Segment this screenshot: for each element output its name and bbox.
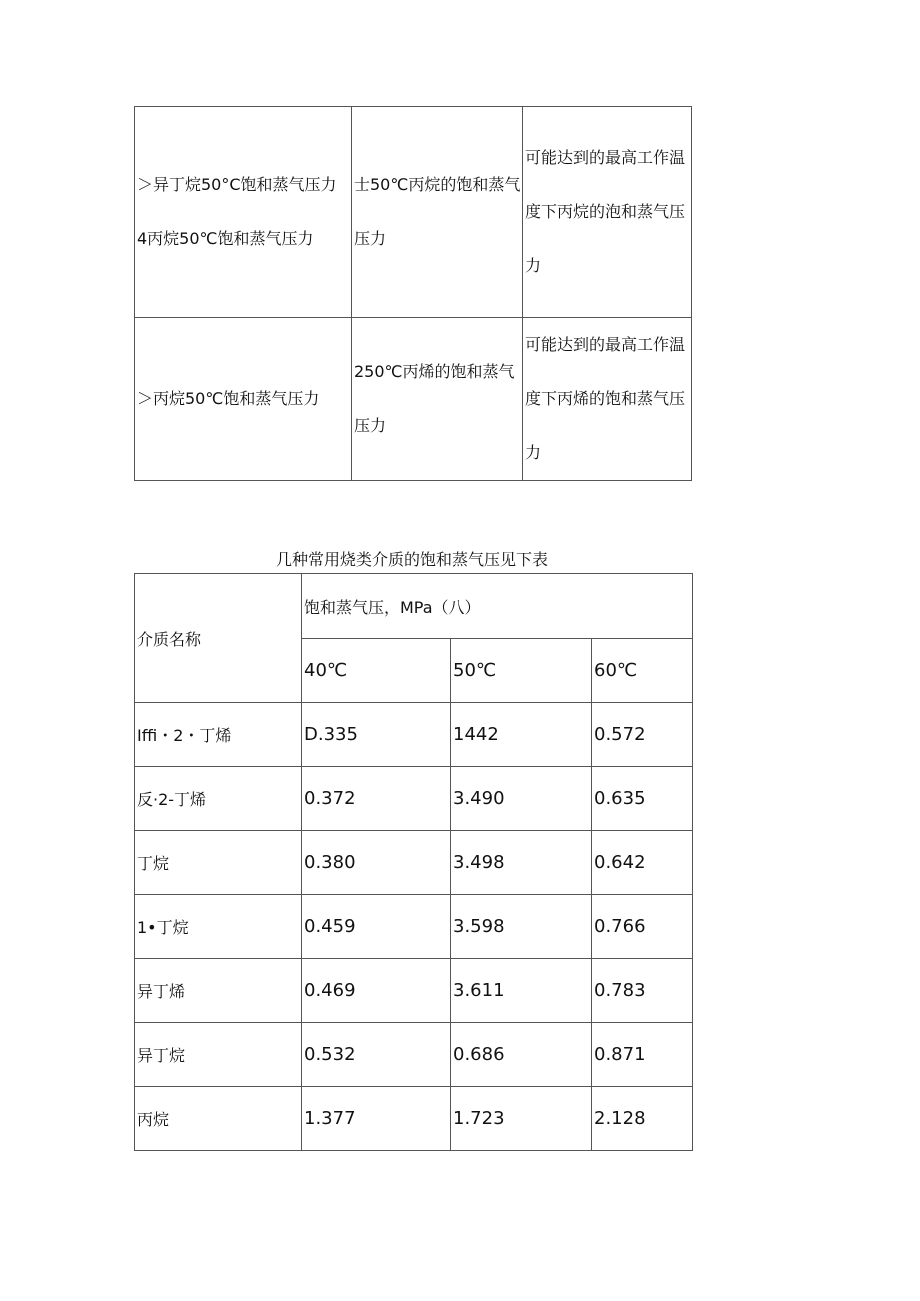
medium-name-cell: 反·2-丁烯	[135, 767, 302, 831]
value-60-cell: 0.635	[592, 767, 693, 831]
medium-name-cell: 丙烷	[135, 1087, 302, 1151]
table-cell	[523, 107, 692, 318]
value-50-cell: 3.498	[451, 831, 592, 895]
value-40-cell: 0.372	[302, 767, 451, 831]
table-cell	[352, 318, 523, 481]
cell-text: 250℃丙烯的饱和蒸气压力	[354, 362, 515, 435]
table-cell	[352, 107, 523, 318]
value-60-cell: 0.766	[592, 895, 693, 959]
table-row	[135, 831, 693, 895]
table-row	[135, 895, 693, 959]
value-50-cell: 1442	[451, 703, 592, 767]
table-caption: 几种常用烧类介质的饱和蒸气压见下表	[275, 550, 548, 569]
cell-text: ＞异丁烷50°C饱和蒸气压力	[137, 175, 337, 194]
table-cell	[135, 107, 352, 318]
medium-name-cell: 丁烷	[135, 831, 302, 895]
value-50-cell: 1.723	[451, 1087, 592, 1151]
value-60-cell: 0.871	[592, 1023, 693, 1087]
table-row	[135, 959, 693, 1023]
header-medium-name: 介质名称	[135, 574, 302, 703]
value-40-cell: 1.377	[302, 1087, 451, 1151]
value-40-cell: 0.459	[302, 895, 451, 959]
table-cell	[523, 318, 692, 481]
table-row	[135, 1087, 693, 1151]
cell-text: 士50℃丙烷的饱和蒸气压力	[354, 175, 521, 248]
value-40-cell: 0.380	[302, 831, 451, 895]
cell-text: 可能达到的最高工作温度下丙烯的饱和蒸气压力	[525, 335, 686, 462]
value-50-cell: 0.686	[451, 1023, 592, 1087]
cell-text: 可能达到的最高工作温度下丙烷的泡和蒸气压力	[525, 148, 686, 275]
table-row	[135, 107, 692, 318]
header-temp-50: 50℃	[451, 639, 592, 703]
value-40-cell: D.335	[302, 703, 451, 767]
cell-text: 4丙烷50℃饱和蒸气压力	[137, 229, 314, 248]
table-row	[135, 1023, 693, 1087]
header-pressure-group: 饱和蒸气压，MPa（八）	[302, 574, 693, 639]
value-40-cell: 0.532	[302, 1023, 451, 1087]
header-temp-40: 40℃	[302, 639, 451, 703]
value-50-cell: 3.490	[451, 767, 592, 831]
pressure-requirement-table	[134, 106, 692, 481]
value-50-cell: 3.598	[451, 895, 592, 959]
medium-name-cell: 1•丁烷	[135, 895, 302, 959]
table-cell	[135, 318, 352, 481]
value-60-cell: 0.572	[592, 703, 693, 767]
header-temp-60: 60℃	[592, 639, 693, 703]
value-60-cell: 0.642	[592, 831, 693, 895]
medium-name-cell: 异丁烯	[135, 959, 302, 1023]
table-row	[135, 318, 692, 481]
value-40-cell: 0.469	[302, 959, 451, 1023]
value-50-cell: 3.611	[451, 959, 592, 1023]
medium-name-cell: 异丁烷	[135, 1023, 302, 1087]
cell-text: ＞丙烷50℃饱和蒸气压力	[137, 389, 320, 408]
table-row	[135, 767, 693, 831]
saturated-vapor-pressure-table	[134, 573, 693, 1151]
table-header-row	[135, 574, 693, 639]
value-60-cell: 2.128	[592, 1087, 693, 1151]
medium-name-cell: Iffi・2・丁烯	[135, 703, 302, 767]
value-60-cell: 0.783	[592, 959, 693, 1023]
table-row	[135, 703, 693, 767]
